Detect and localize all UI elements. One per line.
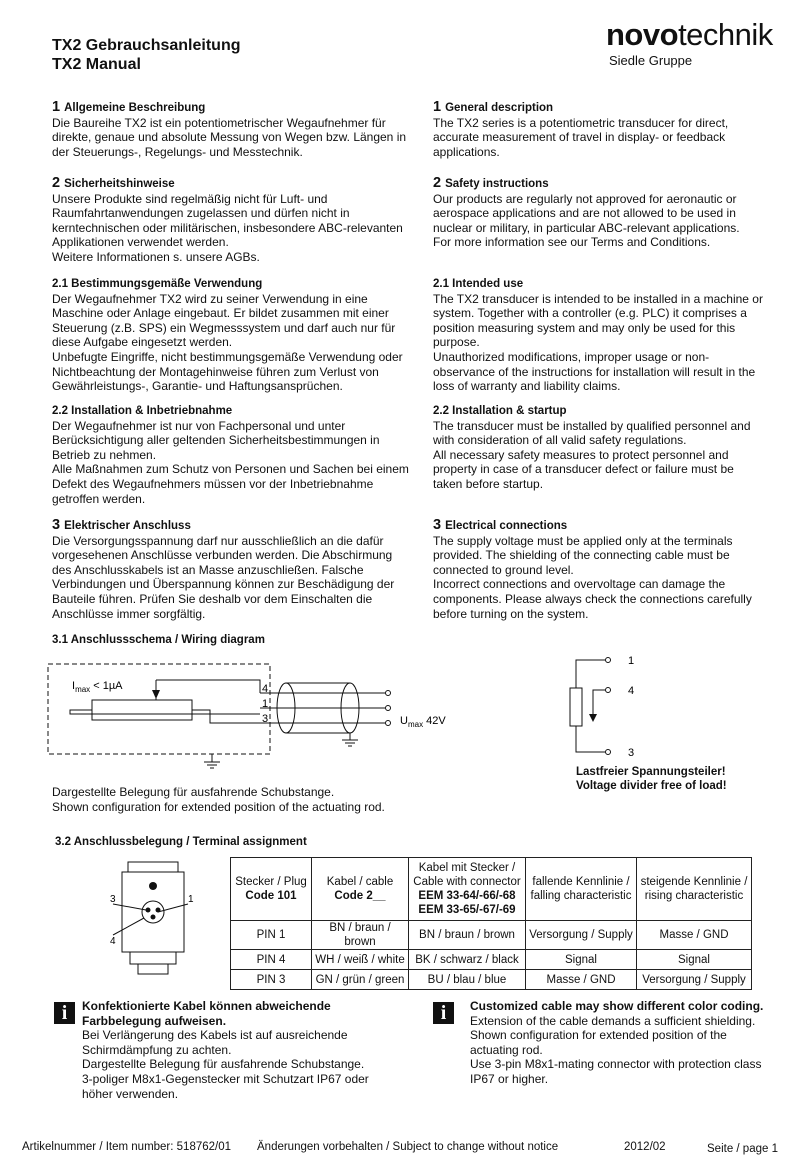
info-en-line1: Extension of the cable demands a sufficient shielding. xyxy=(470,1013,756,1028)
wiper-lead xyxy=(156,680,260,693)
en-s3-num: 3 xyxy=(433,517,442,533)
table-row: PIN 3 GN / grün / green BU / blau / blue Masse / GND Versorgung / Supply xyxy=(231,970,752,990)
wiring-heading: 3.1 Anschlussschema / Wiring diagram xyxy=(52,634,265,646)
footer-change-notice: Änderungen vorbehalten / Subject to change without notice xyxy=(257,1141,559,1153)
terminal-heading: 3.2 Anschlussbelegung / Terminal assignment xyxy=(55,836,307,848)
de-section-2-1 xyxy=(52,277,412,394)
de-s3-head: Elektrischer Anschluss xyxy=(64,520,191,532)
col-rising: steigende Kennlinie / rising characteristic xyxy=(637,858,752,921)
en-s2-num: 2 xyxy=(433,175,442,191)
connector-label-3: 3 xyxy=(110,894,116,905)
de-s2-num: 2 xyxy=(52,175,61,191)
de-s21-head: 2.1 Bestimmungsgemäße Verwendung xyxy=(52,278,263,290)
info-en-line2: Shown configuration for extended position of the actuating rod. xyxy=(470,1028,727,1057)
info-de-line2: Dargestellte Belegung für ausfahrende Schubstange. xyxy=(82,1057,365,1072)
en-s2-text: Our products are regularly not approved for aeronautic or aerospace applications and are not allowed to be used in nuclear or military, in particular ABC-relevant applications. xyxy=(433,191,740,235)
col-cable: Kabel / cable Code 2__ xyxy=(312,858,409,921)
en-s21-text: The TX2 transducer is intended to be installed in a machine or system. Together with a controller (e.g. PLC) it comprises a position measuring system and may only be used for this purpose. xyxy=(433,291,763,350)
info-de-line3: 3-poliger M8x1-Gegenstecker mit Schutzart IP67 oder höher verwenden. xyxy=(82,1071,369,1101)
de-s3-text: Die Versorgungsspannung darf nur ausschließlich an die dafür vorgesehenen Anschlüsse verbunden werden. Die Abschirmung des Anschlusskabels ist an Masse anzuschließen. Falsche Verbindungen und Überspannung können zur Beschädigung der Bauteile führen. Prüfen Sie deshalb vor dem Einschalten die Anschlüsse immer sorgfältig. xyxy=(52,533,395,621)
terminal-table xyxy=(230,857,752,990)
en-s21-text2: Unauthorized modifications, improper usage or non-observance of the instructions for installation will result in the loss of warranty and liability claims. xyxy=(433,349,756,394)
voltage-divider-diagram xyxy=(560,650,680,762)
wire-label-1: 1 xyxy=(262,698,269,710)
housing-ground-symbol xyxy=(204,762,220,768)
de-s2-text2: Weitere Informationen s. unsere AGBs. xyxy=(52,249,260,264)
en-s2-head: Safety instructions xyxy=(445,178,549,190)
footer-item-number: Artikelnummer / Item number: 518762/01 xyxy=(22,1141,232,1153)
divider-note xyxy=(576,765,727,793)
en-s1-text: The TX2 series is a potentiometric transducer for direct, accurate measurement of travel in display- or feedback applications. xyxy=(433,115,729,159)
en-section-2-2 xyxy=(433,404,763,492)
divider-bottom-lead xyxy=(576,726,605,752)
en-section-1 xyxy=(433,100,763,159)
de-s2-head: Sicherheitshinweise xyxy=(64,178,175,190)
de-s21-text2: Unbefugte Eingriffe, nicht bestimmungsgemäße Verwendung oder Nichtbeachtung der Montagehinweise führen zum Verlust von Gewährleistungs-, Garantie- und Haftungsansprüchen. xyxy=(52,349,403,394)
lead-pin3 xyxy=(192,710,260,723)
title-english: TX2 Manual xyxy=(52,56,141,73)
de-s1-text: Die Baureihe TX2 ist ein potentiometrischer Wegaufnehmer für direkte, genaue und absolute Messung von Wegen bzw. Längen in der Steuerungs-, Regelungs- und Messtechnik. xyxy=(52,115,407,159)
en-s3-head: Electrical connections xyxy=(445,520,568,532)
en-s22-text: The transducer must be installed by qualified personnel and with consideration of all valid safety regulations. xyxy=(433,418,751,448)
de-s22-head: 2.2 Installation & Inbetriebnahme xyxy=(52,405,233,417)
en-s1-head: General description xyxy=(445,102,554,114)
info-en xyxy=(470,999,770,1087)
en-s1-num: 1 xyxy=(433,99,442,115)
connector-label-4: 4 xyxy=(110,936,116,947)
wiring-caption-de: Dargestellte Belegung für ausfahrende Schubstange. xyxy=(52,785,335,799)
info-de-line1: Bei Verlängerung des Kabels ist auf ausreichende Schirmdämpfung zu achten. xyxy=(82,1028,348,1057)
connector-drawing xyxy=(108,860,212,978)
de-s22-text2: Alle Maßnahmen zum Schutz von Personen und Sachen bei einem Defekt des Wegaufnehmers müssen vor der Inbetriebnahme getroffen werden. xyxy=(52,462,409,506)
connector-tip xyxy=(138,964,168,974)
de-s3-num: 3 xyxy=(52,517,61,533)
info-icon: i xyxy=(54,1002,75,1024)
connector-label-1: 1 xyxy=(188,894,194,905)
de-s1-head: Allgemeine Beschreibung xyxy=(64,102,206,114)
de-section-2 xyxy=(52,176,412,265)
info-de xyxy=(82,999,382,1101)
divider-note-de: Lastfreier Spannungsteiler! xyxy=(576,766,726,778)
de-s1-num: 1 xyxy=(52,99,61,115)
connector-face xyxy=(142,901,164,923)
connector-key xyxy=(149,882,157,890)
resistor xyxy=(92,700,192,720)
de-section-3 xyxy=(52,518,412,621)
divider-resistor xyxy=(570,688,582,726)
info-de-head: Konfektionierte Kabel können abweichende Farbbelegung aufweisen. xyxy=(82,999,331,1028)
divider-top-lead xyxy=(576,660,605,688)
en-section-3 xyxy=(433,518,763,621)
housing-outline xyxy=(48,664,270,754)
table-header-row xyxy=(231,858,752,921)
footer-date: 2012/02 xyxy=(624,1141,666,1153)
footer-page: Seite / page 1 xyxy=(707,1143,778,1155)
wiring-caption-en: Shown configuration for extended position of the actuating rod. xyxy=(52,799,385,814)
wire-label-3: 3 xyxy=(262,713,269,725)
de-section-2-2 xyxy=(52,404,412,506)
col-cable-connector: Kabel mit Stecker / Cable with connector EEM 33-64/-66/-68 EEM 33-65/-67/-69 xyxy=(409,858,526,921)
en-s22-text2: All necessary safety measures to protect personnel and property in case of a transducer defect or failure must be taken before startup. xyxy=(433,447,734,491)
divider-wiper-lead xyxy=(593,690,605,716)
divider-label-3: 3 xyxy=(628,747,635,759)
imax-label: $I_{max} < 1\mu A$ xyxy=(72,680,123,694)
lead-pin1 xyxy=(70,710,260,714)
en-s3-text2: Incorrect connections and overvoltage can damage the components. Please always check the connections carefully before turning on the system. xyxy=(433,577,752,621)
divider-label-4: 4 xyxy=(628,685,635,697)
en-s21-head: 2.1 Intended use xyxy=(433,278,524,290)
table-row: PIN 4 WH / weiß / white BK / schwarz / black Signal Signal xyxy=(231,950,752,970)
wiring-diagram xyxy=(40,650,446,780)
en-s3-text: The supply voltage must be applied only at the terminals provided. The shielding of the connecting cable must be connected to ground level. xyxy=(433,533,733,577)
connector-leaders xyxy=(113,904,188,935)
logo-light: technik xyxy=(678,17,773,52)
info-en-head: Customized cable may show different color coding. xyxy=(470,999,764,1013)
wiring-caption xyxy=(52,785,385,814)
de-section-1 xyxy=(52,100,412,159)
info-icon: i xyxy=(433,1002,454,1024)
divider-wiper-arrow xyxy=(589,714,597,722)
col-plug: Stecker / Plug Code 101 xyxy=(231,858,312,921)
de-s2-text: Unsere Produkte sind regelmäßig nicht für Luft- und Raumfahrtanwendungen zugelassen und dürfen nicht in kerntechnischen oder militärischen, insbesondere ABC-relevanten Applikationen verwendet werden. xyxy=(52,191,403,250)
shield-ground-symbol xyxy=(342,740,358,746)
logo-subtitle: Siedle Gruppe xyxy=(609,53,693,68)
de-s21-text: Der Wegaufnehmer TX2 wird zu seiner Verwendung in eine Maschine oder Anlage eingebaut. Er bildet zusammen mit einer Steuerung (z.B. SPS) ein Wegmesssystem und darf auch nur für diese Aufgabe eingesetzt werden. xyxy=(52,291,396,350)
table-row: PIN 1 BN / braun / brown BN / braun / brown Versorgung / Supply Masse / GND xyxy=(231,921,752,950)
wiper-arrow xyxy=(152,690,160,699)
divider-note-en: Voltage divider free of load! xyxy=(576,780,727,792)
en-section-2 xyxy=(433,176,763,250)
divider-label-1: 1 xyxy=(628,655,635,667)
logo-bold: novo xyxy=(606,17,679,52)
title-german: TX2 Gebrauchsanleitung xyxy=(52,37,241,54)
en-s22-head: 2.2 Installation & startup xyxy=(433,405,567,417)
de-s22-text: Der Wegaufnehmer ist nur von Fachpersonal und unter Berücksichtigung aller geltenden Sicherheitsbestimmungen in Betrieb zu nehmen. xyxy=(52,418,380,462)
logo xyxy=(606,19,773,51)
col-falling: fallende Kennlinie / falling characteristic xyxy=(526,858,637,921)
en-s2-text2: For more information see our Terms and Conditions. xyxy=(433,235,711,250)
umax-label: $U_{max}$ 42V xyxy=(400,715,446,729)
connector-cap xyxy=(128,862,178,872)
en-section-2-1 xyxy=(433,277,763,394)
info-en-line3: Use 3-pin M8x1-mating connector with protection class IP67 or higher. xyxy=(470,1057,762,1086)
connector-neck xyxy=(130,952,176,964)
wire-label-4: 4 xyxy=(262,683,269,695)
